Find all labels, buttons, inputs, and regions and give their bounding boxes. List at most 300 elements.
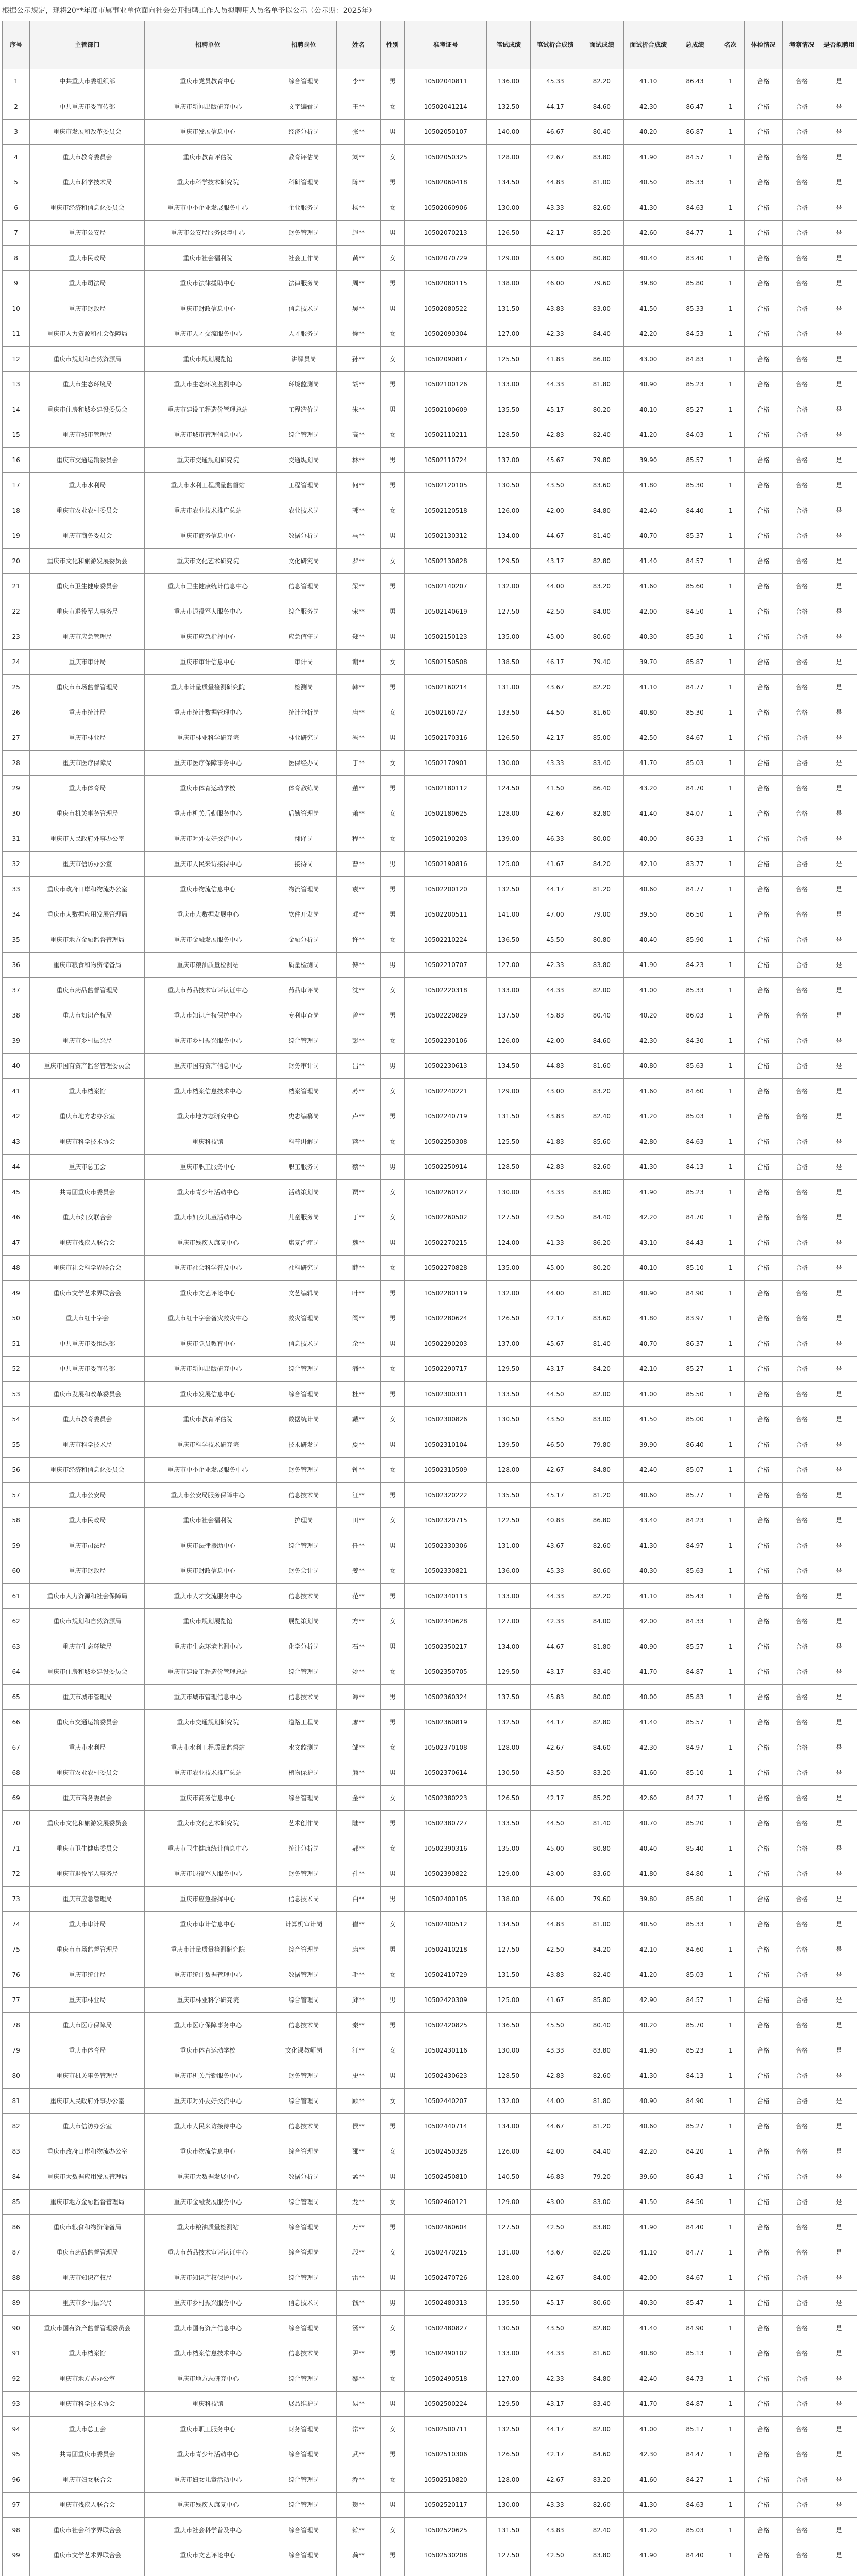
table-cell: 中共重庆市委宣传部 — [30, 1357, 145, 1382]
table-cell: 合格 — [783, 246, 821, 271]
table-cell: 重庆市国有资产信息中心 — [145, 1054, 271, 1079]
table-cell: 是 — [821, 1281, 857, 1306]
table-cell: 谢** — [336, 650, 380, 675]
table-cell: 84.63 — [673, 2493, 717, 2518]
table-cell: 男 — [380, 1281, 404, 1306]
table-cell: 重庆市粮油质量检测站 — [145, 2215, 271, 2240]
table-cell: 84.80 — [580, 1458, 623, 1483]
table-cell: 重庆市交通运输委员会 — [30, 448, 145, 473]
table-cell: 男 — [380, 624, 404, 650]
table-cell: 10502120105 — [404, 473, 487, 498]
table-cell: 10502250308 — [404, 1129, 487, 1155]
table-cell: 81.40 — [580, 523, 623, 549]
table-cell: 综合管理岗 — [271, 2316, 337, 2341]
table-cell: 84.60 — [673, 1937, 717, 1962]
table-cell: 合格 — [744, 246, 782, 271]
table-cell: 84.60 — [580, 1735, 623, 1760]
table-cell: 43.50 — [531, 1760, 580, 1786]
table-cell: 综合管理岗 — [271, 69, 337, 94]
table-cell: 是 — [821, 902, 857, 927]
table-cell: 84.80 — [580, 498, 623, 523]
table-cell: 1 — [717, 2139, 744, 2164]
table-cell: 41.10 — [623, 69, 673, 94]
table-cell: 是 — [821, 296, 857, 321]
table-cell: 41.40 — [623, 1710, 673, 1735]
table-cell: 合格 — [744, 1786, 782, 1811]
table-cell: 合格 — [744, 2518, 782, 2543]
table-cell: 42.17 — [531, 1786, 580, 1811]
table-cell: 重庆市财政信息中心 — [145, 296, 271, 321]
table-cell: 32 — [3, 852, 30, 877]
table-cell: 重庆市财政信息中心 — [145, 1558, 271, 1584]
table-cell: 10502050107 — [404, 120, 487, 145]
table-cell: 男 — [380, 2291, 404, 2316]
table-cell: 重庆市住房和城乡建设委员会 — [30, 397, 145, 422]
table-cell: 女 — [380, 700, 404, 725]
table-cell: 重庆市政府口岸和物流办公室 — [30, 2139, 145, 2164]
table-cell: 44.33 — [531, 372, 580, 397]
table-cell: 81.40 — [580, 1331, 623, 1357]
table-cell: 交通规划岗 — [271, 448, 337, 473]
table-cell: 1 — [717, 2089, 744, 2114]
table-row — [3, 1811, 857, 1836]
table-cell: 86.43 — [673, 69, 717, 94]
table-cell: 41.67 — [531, 852, 580, 877]
table-cell: 重庆市社会科学普及中心 — [145, 1256, 271, 1281]
table-cell: 合格 — [744, 1811, 782, 1836]
table-cell: 132.50 — [487, 2417, 531, 2442]
table-cell: 10502420825 — [404, 2013, 487, 2038]
table-cell: 86.87 — [673, 120, 717, 145]
table-cell: 79.60 — [580, 271, 623, 296]
table-cell: 84.00 — [580, 1609, 623, 1634]
table-cell: 1 — [717, 902, 744, 927]
table-cell: 131.50 — [487, 296, 531, 321]
table-cell: 77 — [3, 1988, 30, 2013]
table-cell: 85.03 — [673, 2518, 717, 2543]
table-cell: 综合管理岗 — [271, 2543, 337, 2568]
table-cell: 43.33 — [531, 1180, 580, 1205]
table-row — [3, 372, 857, 397]
table-cell: 40.00 — [623, 1685, 673, 1710]
table-cell: 10502240221 — [404, 1079, 487, 1104]
notice-text: 根据公示规定，现将20**年度市属事业单位面向社会公开招聘工作人员拟聘用人员名单予以公示（公示期：2025年） — [2, 7, 376, 15]
table-cell: 43.33 — [531, 195, 580, 221]
table-cell: 41.90 — [623, 953, 673, 978]
table-cell: 44.00 — [531, 574, 580, 599]
table-cell: 130.00 — [487, 195, 531, 221]
table-row — [3, 422, 857, 448]
table-cell: 91 — [3, 2341, 30, 2366]
table-cell: 重庆市人民来访接待中心 — [145, 852, 271, 877]
table-row — [3, 1382, 857, 1407]
table-cell: 82.40 — [580, 422, 623, 448]
table-cell: 魏** — [336, 1230, 380, 1256]
table-cell: 45.33 — [531, 1558, 580, 1584]
table-cell: 综合管理岗 — [271, 2215, 337, 2240]
table-cell: 合格 — [783, 523, 821, 549]
table-cell: 黎** — [336, 2366, 380, 2392]
table-cell: 信息技术岗 — [271, 1887, 337, 1912]
table-cell: 环境监测岗 — [271, 372, 337, 397]
table-cell: 10502060906 — [404, 195, 487, 221]
table-cell: 财务管理岗 — [271, 2417, 337, 2442]
table-cell: 科研管理岗 — [271, 170, 337, 195]
table-cell: 85.10 — [673, 1256, 717, 1281]
table-cell: 是 — [821, 1407, 857, 1432]
table-cell: 综合管理岗 — [271, 1937, 337, 1962]
table-cell: 1 — [717, 246, 744, 271]
table-cell: 10502210224 — [404, 927, 487, 953]
table-cell: 重庆市规划和自然资源局 — [30, 1609, 145, 1634]
table-cell: 金融分析岗 — [271, 927, 337, 953]
table-cell: 43.33 — [531, 751, 580, 776]
table-cell: 合格 — [744, 1003, 782, 1028]
table-cell: 是 — [821, 650, 857, 675]
table-cell: 10502041214 — [404, 94, 487, 120]
table-cell: 132.00 — [487, 2089, 531, 2114]
table-cell: 是 — [821, 574, 857, 599]
table-cell: 10502200511 — [404, 902, 487, 927]
table-cell: 43.00 — [531, 1861, 580, 1887]
table-cell: 男 — [380, 2114, 404, 2139]
table-cell: 女 — [380, 549, 404, 574]
table-cell: 51 — [3, 1331, 30, 1357]
table-cell: 1 — [717, 2063, 744, 2089]
table-row — [3, 145, 857, 170]
table-cell — [580, 2568, 623, 2576]
table-cell: 重庆市机关事务管理局 — [30, 2063, 145, 2089]
table-cell: 131.50 — [487, 2518, 531, 2543]
table-cell: 合格 — [744, 1685, 782, 1710]
column-header: 笔试折合成绩 — [531, 21, 580, 69]
table-cell: 10502100126 — [404, 372, 487, 397]
table-cell: 重庆市药品监督管理局 — [30, 2240, 145, 2265]
table-cell: 41.20 — [623, 422, 673, 448]
table-cell: 合格 — [783, 2265, 821, 2291]
table-cell: 10502480313 — [404, 2291, 487, 2316]
table-row — [3, 2089, 857, 2114]
table-cell: 重庆市建设工程造价管理总站 — [145, 1659, 271, 1685]
table-cell: 39.90 — [623, 448, 673, 473]
table-cell: 85.07 — [673, 1458, 717, 1483]
table-cell: 141.00 — [487, 902, 531, 927]
table-cell: 是 — [821, 120, 857, 145]
table-cell: 1 — [717, 700, 744, 725]
table-cell: 1 — [717, 170, 744, 195]
table-cell: 合格 — [783, 1912, 821, 1937]
table-cell: 10502300311 — [404, 1382, 487, 1407]
table-cell: 1 — [717, 2316, 744, 2341]
table-cell: 82.80 — [580, 1710, 623, 1735]
table-cell: 34 — [3, 902, 30, 927]
table-cell: 重庆市体育运动学校 — [145, 776, 271, 801]
table-cell: 合格 — [744, 2442, 782, 2467]
table-cell: 10502410729 — [404, 1962, 487, 1988]
table-cell: 42.20 — [623, 321, 673, 347]
table-cell: 女 — [380, 1458, 404, 1483]
table-row — [3, 1584, 857, 1609]
table-cell: 重庆市水利局 — [30, 1735, 145, 1760]
table-cell: 男 — [380, 776, 404, 801]
table-cell: 综合管理岗 — [271, 1988, 337, 2013]
table-row — [3, 549, 857, 574]
table-cell: 82.00 — [580, 2417, 623, 2442]
table-cell: 任** — [336, 1533, 380, 1558]
table-row — [3, 1306, 857, 1331]
table-cell: 合格 — [744, 1079, 782, 1104]
table-cell: 戴** — [336, 1407, 380, 1432]
table-cell: 84.50 — [673, 2190, 717, 2215]
table-cell: 综合管理岗 — [271, 1786, 337, 1811]
table-cell: 龙** — [336, 2190, 380, 2215]
table-cell: 重庆市对外友好交流中心 — [145, 826, 271, 852]
table-cell: 合格 — [744, 2013, 782, 2038]
table-cell: 男 — [380, 675, 404, 700]
table-cell: 重庆市粮食和物资储备局 — [30, 2215, 145, 2240]
table-row — [3, 2013, 857, 2038]
table-cell: 姚** — [336, 1659, 380, 1685]
table-cell: 顾** — [336, 2089, 380, 2114]
table-cell: 合格 — [744, 624, 782, 650]
table-cell: 男 — [380, 2013, 404, 2038]
table-cell: 合格 — [783, 1634, 821, 1659]
table-cell: 10502080522 — [404, 296, 487, 321]
table-cell: 125.50 — [487, 1129, 531, 1155]
table-cell: 82.40 — [580, 2518, 623, 2543]
table-row — [3, 725, 857, 751]
table-cell: 82.60 — [580, 2493, 623, 2518]
table-cell: 1 — [717, 1659, 744, 1685]
table-cell: 合格 — [783, 195, 821, 221]
table-cell: 共青团重庆市委员会 — [30, 2442, 145, 2467]
table-cell: 47.00 — [531, 902, 580, 927]
table-cell: 综合管理岗 — [271, 2493, 337, 2518]
table-cell: 经济分析岗 — [271, 120, 337, 145]
table-cell: 137.50 — [487, 1685, 531, 1710]
table-cell: 10502530208 — [404, 2543, 487, 2568]
table-cell: 合格 — [744, 1533, 782, 1558]
table-cell: 83.20 — [580, 574, 623, 599]
table-cell: 邱** — [336, 1988, 380, 2013]
table-cell: 男 — [380, 397, 404, 422]
table-cell: 信息技术岗 — [271, 1685, 337, 1710]
table-cell: 86.03 — [673, 1003, 717, 1028]
table-cell: 曾** — [336, 1003, 380, 1028]
table-cell: 132.50 — [487, 94, 531, 120]
table-cell: 84.80 — [673, 1861, 717, 1887]
table-cell: 45.33 — [531, 69, 580, 94]
table-cell: 合格 — [744, 1760, 782, 1786]
table-cell: 20 — [3, 549, 30, 574]
table-cell: 80.00 — [580, 826, 623, 852]
table-cell: 应急值守岗 — [271, 624, 337, 650]
table-cell: 1 — [717, 826, 744, 852]
table-cell: 合格 — [744, 2291, 782, 2316]
table-cell: 1 — [717, 1685, 744, 1710]
table-cell: 133.00 — [487, 2341, 531, 2366]
table-cell: 42.33 — [531, 953, 580, 978]
table-cell: 85.03 — [673, 751, 717, 776]
table-cell: 合格 — [744, 448, 782, 473]
table-cell: 122.50 — [487, 1508, 531, 1533]
table-cell: 44.17 — [531, 2417, 580, 2442]
table-cell: 重庆市城市管理信息中心 — [145, 422, 271, 448]
table-cell: 是 — [821, 1508, 857, 1533]
table-cell: 43.83 — [531, 2518, 580, 2543]
table-row — [3, 953, 857, 978]
table-cell: 22 — [3, 599, 30, 624]
table-cell: 是 — [821, 1836, 857, 1861]
table-cell: 重庆市市场监督管理局 — [30, 1937, 145, 1962]
table-cell: 重庆市商务信息中心 — [145, 523, 271, 549]
table-cell: 42.00 — [623, 1609, 673, 1634]
table-cell: 80.80 — [580, 246, 623, 271]
table-cell: 42 — [3, 1104, 30, 1129]
table-cell: 41.50 — [531, 776, 580, 801]
table-cell: 82.40 — [580, 1104, 623, 1129]
table-cell: 田** — [336, 1508, 380, 1533]
table-cell: 127.00 — [487, 953, 531, 978]
table-cell: 合格 — [744, 2366, 782, 2392]
table-cell: 129.00 — [487, 2190, 531, 2215]
table-cell: 综合管理岗 — [271, 2240, 337, 2265]
table-cell: 是 — [821, 1129, 857, 1155]
table-cell: 84.43 — [673, 1230, 717, 1256]
table-row — [3, 246, 857, 271]
table-cell: 重庆市大数据发展中心 — [145, 2164, 271, 2190]
table-cell: 10502260502 — [404, 1205, 487, 1230]
table-cell: 10502210707 — [404, 953, 487, 978]
table-row — [3, 2265, 857, 2291]
table-cell: 汪** — [336, 1483, 380, 1508]
table-cell: 41.83 — [531, 1129, 580, 1155]
table-cell: 男 — [380, 1104, 404, 1129]
table-cell — [821, 2568, 857, 2576]
table-cell: 135.50 — [487, 2291, 531, 2316]
table-cell: 信息技术岗 — [271, 2291, 337, 2316]
table-cell: 是 — [821, 221, 857, 246]
table-cell: 45.67 — [531, 448, 580, 473]
table-cell: 审计岗 — [271, 650, 337, 675]
table-cell: 39.70 — [623, 650, 673, 675]
table-cell: 133.00 — [487, 372, 531, 397]
table-cell: 83.77 — [673, 852, 717, 877]
table-cell: 86.40 — [673, 1432, 717, 1458]
table-cell: 43.40 — [623, 1508, 673, 1533]
table-cell: 40.60 — [623, 877, 673, 902]
table-cell: 医保经办岗 — [271, 751, 337, 776]
table-cell: 127.50 — [487, 2543, 531, 2568]
table-cell: 129.50 — [487, 1357, 531, 1382]
table-cell: 40.50 — [623, 1912, 673, 1937]
table-cell: 合格 — [744, 422, 782, 448]
table-cell: 合格 — [744, 650, 782, 675]
table-cell: 是 — [821, 1306, 857, 1331]
table-cell: 1 — [717, 1003, 744, 1028]
table-cell: 43.50 — [531, 2316, 580, 2341]
table-cell: 10502150508 — [404, 650, 487, 675]
table-cell: 10502310509 — [404, 1458, 487, 1483]
table-cell: 张** — [336, 120, 380, 145]
table-cell: 男 — [380, 221, 404, 246]
table-cell: 79.80 — [580, 1432, 623, 1458]
table-cell: 84.40 — [673, 2543, 717, 2568]
table-cell: 10502130312 — [404, 523, 487, 549]
table-cell: 男 — [380, 2164, 404, 2190]
table-row — [3, 2240, 857, 2265]
header-row — [3, 21, 857, 69]
table-cell: 中共重庆市委宣传部 — [30, 94, 145, 120]
table-cell: 40.70 — [623, 1811, 673, 1836]
table-cell: 合格 — [783, 1836, 821, 1861]
table-cell: 83.97 — [673, 1306, 717, 1331]
table-cell: 水文监测岗 — [271, 1735, 337, 1760]
table-cell: 重庆市体育运动学校 — [145, 2038, 271, 2063]
table-cell: 135.50 — [487, 1483, 531, 1508]
table-cell: 贾** — [336, 1180, 380, 1205]
table-cell: 重庆市青少年活动中心 — [145, 2442, 271, 2467]
table-cell: 男 — [380, 271, 404, 296]
table-cell: 87 — [3, 2240, 30, 2265]
table-cell: 杨** — [336, 195, 380, 221]
table-cell: 综合管理岗 — [271, 2442, 337, 2467]
table-cell: 46.83 — [531, 2164, 580, 2190]
table-cell: 10502050325 — [404, 145, 487, 170]
table-cell: 83.80 — [580, 145, 623, 170]
table-cell: 10502520117 — [404, 2493, 487, 2518]
table-cell: 1 — [717, 2190, 744, 2215]
table-cell: 重庆市妇女联合会 — [30, 2467, 145, 2493]
table-cell: 男 — [380, 1634, 404, 1659]
table-cell: 合格 — [783, 2467, 821, 2493]
table-cell: 合格 — [783, 776, 821, 801]
table-cell: 40.40 — [623, 927, 673, 953]
table-cell: 43.83 — [531, 1104, 580, 1129]
table-cell: 是 — [821, 700, 857, 725]
table-row — [3, 1836, 857, 1861]
table-cell: 是 — [821, 599, 857, 624]
table-cell: 84.40 — [673, 2215, 717, 2240]
table-cell: 重庆市应急指挥中心 — [145, 1887, 271, 1912]
table-cell: 文化课教师岗 — [271, 2038, 337, 2063]
table-cell: 合格 — [744, 1432, 782, 1458]
table-cell: 42.50 — [531, 1937, 580, 1962]
table-cell: 10502430116 — [404, 2038, 487, 2063]
table-cell: 1 — [717, 1458, 744, 1483]
table-cell: 16 — [3, 448, 30, 473]
table-cell: 重庆市新闻出版研究中心 — [145, 1357, 271, 1382]
table-cell: 40.70 — [623, 523, 673, 549]
table-cell: 重庆市发展和改革委员会 — [30, 1382, 145, 1407]
table-row — [3, 1281, 857, 1306]
table-row — [3, 2164, 857, 2190]
table-cell: 重庆市档案信息技术中心 — [145, 2341, 271, 2366]
table-cell: 84.57 — [673, 1988, 717, 2013]
table-cell: 1 — [717, 1180, 744, 1205]
table-cell: 41.90 — [623, 2543, 673, 2568]
table-row — [3, 574, 857, 599]
table-cell: 是 — [821, 953, 857, 978]
table-cell: 1 — [717, 1079, 744, 1104]
table-cell: 45.67 — [531, 1331, 580, 1357]
table-cell: 1 — [717, 1028, 744, 1054]
table-cell: 植物保护岗 — [271, 1760, 337, 1786]
table-row — [3, 2366, 857, 2392]
table-cell: 合格 — [783, 1685, 821, 1710]
table-cell: 合格 — [783, 877, 821, 902]
table-cell: 合格 — [783, 953, 821, 978]
